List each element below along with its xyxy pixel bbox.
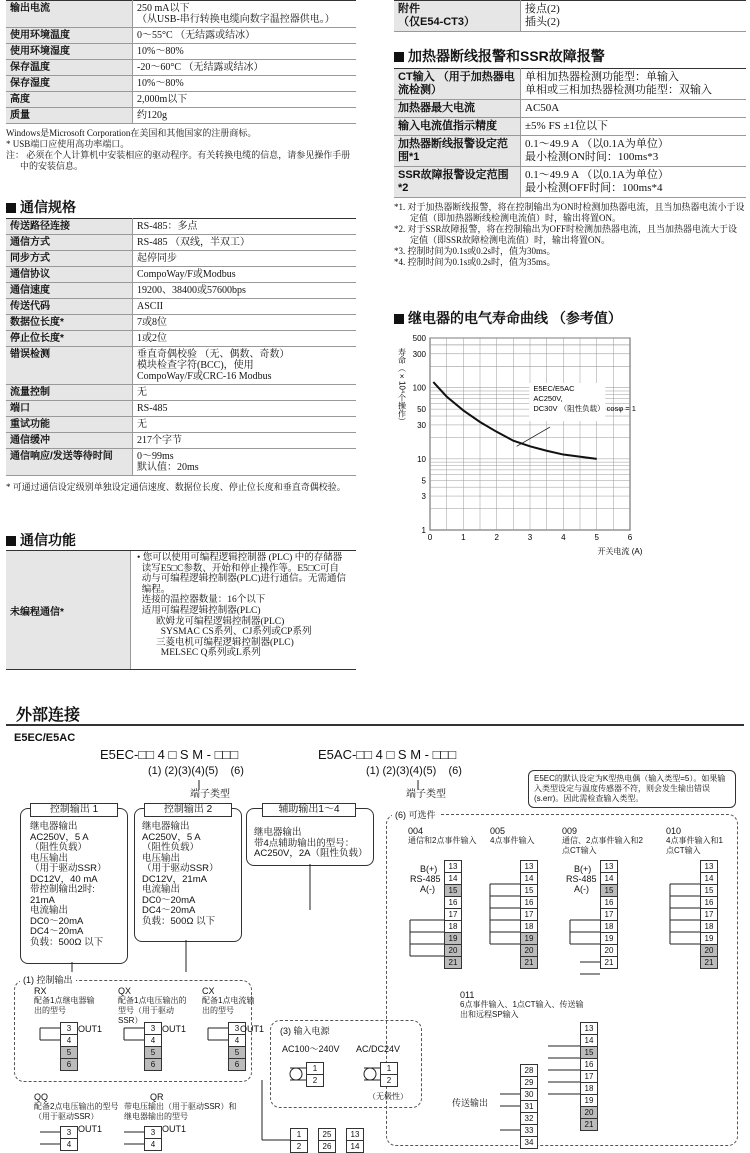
x-tick-label: 1: [461, 533, 466, 542]
comm-spec-heading: 通信规格: [6, 197, 76, 217]
spec-value: 7或8位: [133, 315, 357, 331]
y-axis-label: 寿命（×10⁴个操作）: [398, 347, 407, 425]
rx-code: RX: [34, 986, 47, 996]
terminal-3: 3: [228, 1022, 246, 1035]
terminal-13: 13: [520, 860, 538, 873]
heater-note: *3. 控制时间为0.1s或0.2s时，值为30ms。: [394, 246, 746, 257]
opt-009-aminus: A(-): [574, 884, 589, 894]
x-tick-label: 2: [494, 533, 499, 542]
y-tick-label: 5: [422, 476, 427, 485]
spec-key: 输出电流: [6, 1, 133, 28]
ctrl-out-title: (1) 控制输出: [20, 975, 76, 985]
qx-out1: OUT1: [162, 1024, 186, 1034]
spec-key: 重试功能: [6, 417, 133, 433]
heater-note: *1. 对于加热器断线报警，将在控制输出为ON时检测加热器电流，且当加热器电流小于设定值（即加热器断线检测电流值）时，输出将置ON。: [394, 202, 746, 224]
terminal-14: 14: [600, 872, 618, 885]
spec-value: ASCII: [133, 299, 357, 315]
terminal-1: 1: [290, 1128, 308, 1141]
terminal-33: 33: [520, 1124, 538, 1137]
terminal-15: 15: [600, 884, 618, 897]
model-nums-b: (1) (2)(3)(4)(5) (6): [366, 766, 462, 776]
terminal-4: 4: [144, 1034, 162, 1047]
qq-out1: OUT1: [78, 1124, 102, 1134]
opt-009-rs485: RS-485: [566, 874, 597, 884]
opt-010-desc: 4点事件输入和1点CT输入: [666, 836, 726, 856]
x-tick-label: 4: [561, 533, 566, 542]
qr-out1: OUT1: [162, 1124, 186, 1134]
terminal-16: 16: [520, 896, 538, 909]
terminal-4: 4: [228, 1034, 246, 1047]
spec-line: DC12V，21mA: [142, 875, 219, 886]
opt-011-code: 011: [460, 990, 474, 1000]
terminal-16: 16: [444, 896, 462, 909]
spec-key: 传送代码: [6, 299, 133, 315]
x-tick-label: 0: [428, 533, 433, 542]
terminal-14: 14: [444, 872, 462, 885]
spec-value: 0～55°C （无结露或结冰）: [133, 28, 357, 44]
terminal-26: 26: [318, 1140, 336, 1153]
spec-line: DC0～20mA: [30, 917, 107, 928]
opt-009-bplus: B(+): [574, 864, 591, 874]
terminal-32: 32: [520, 1112, 538, 1125]
terminal-13: 13: [346, 1128, 364, 1141]
terminal-14: 14: [580, 1034, 598, 1047]
model-nums-a: (1) (2)(3)(4)(5) (6): [148, 766, 244, 776]
cx-code: CX: [202, 986, 215, 996]
annotation-text: E5EC/E5AC: [533, 384, 575, 393]
terminal-17: 17: [444, 908, 462, 921]
spec-value: ±5% FS ±1位以下: [521, 118, 747, 136]
terminal-19: 19: [580, 1094, 598, 1107]
spec-key: 质量: [6, 108, 133, 124]
terminal-5: 5: [60, 1046, 78, 1059]
opt-004-rs485: RS-485: [410, 874, 441, 884]
driver-note: 注： 必须在个人计算机中安装相应的驱动程序。有关转换电缆的信息，请参见操作手册中的安装信息。: [6, 150, 356, 172]
y-tick-label: 300: [413, 350, 427, 359]
cx-out1: OUT1: [240, 1024, 264, 1034]
terminal-18: 18: [580, 1082, 598, 1095]
annotation-text: AC250V,: [533, 394, 562, 403]
spec-line: AC250V，5 A: [30, 833, 107, 844]
comm-func-line: 动与可编程逻辑控制器(PLC)进行通信。无需通信: [137, 574, 346, 585]
spec-value: 10%～80%: [133, 76, 357, 92]
opt-004-code: 004: [408, 826, 423, 836]
spec-value: 起停同步: [133, 251, 357, 267]
terminal-5: 5: [144, 1046, 162, 1059]
comm-func-line: SYSMAC CS系列、CJ系列或CP系列: [137, 627, 346, 638]
spec-value: 无: [133, 385, 357, 401]
terminal-15: 15: [700, 884, 718, 897]
terminal-21: 21: [580, 1118, 598, 1131]
life-curve-heading: 继电器的电气寿命曲线 （参考值）: [394, 308, 622, 328]
spec-value: 217个字节: [133, 433, 357, 449]
comm-func-line: 欧姆龙可编程逻辑控制器(PLC): [137, 617, 346, 628]
spec-line: 21mA: [30, 896, 107, 907]
k-type-note: E5EC的默认设定为K型热电偶（输入类型=5）。如果输入类型设定与温度传感器不符，则会发生输出错误(s.err)。因此需检查输入类型。: [528, 770, 736, 808]
terminal-15: 15: [580, 1046, 598, 1059]
spec-key: 附件 （仅E54-CT3）: [394, 1, 521, 32]
spec-value: 约120g: [133, 108, 357, 124]
terminal-15: 15: [444, 884, 462, 897]
spec-key: 通信方式: [6, 235, 133, 251]
terminal-2: 2: [290, 1140, 308, 1153]
comm-func-line: • 您可以使用可编程逻辑控制器 (PLC) 中的存储器: [137, 553, 346, 564]
terminal-20: 20: [444, 944, 462, 957]
spec-line: 电压输出: [142, 854, 219, 865]
terminal-4: 4: [144, 1138, 162, 1151]
spec-line: DC4～20mA: [30, 927, 107, 938]
spec-value: 垂直奇偶校验 （无、偶数、奇数） 模块检查字符(BCC)，使用 CompoWay/F或CRC-16 Modbus: [133, 347, 357, 385]
spec-key: CT输入 （用于加热器电流检测）: [394, 69, 521, 100]
terminal-21: 21: [700, 956, 718, 969]
spec-line: 电压输出: [30, 854, 107, 865]
y-tick-label: 3: [422, 492, 427, 501]
spec-key: 通信速度: [6, 283, 133, 299]
dc-source-icon: [364, 1068, 376, 1080]
rx-out1: OUT1: [78, 1024, 102, 1034]
no-polarity: （无极性）: [368, 1092, 408, 1102]
y-tick-label: 50: [417, 405, 426, 414]
y-tick-label: 1: [422, 526, 427, 535]
ctrl-out1-title: 控制输出 1: [30, 803, 118, 817]
spec-line: （用于驱动SSR）: [142, 864, 219, 875]
terminal-type-a: 端子类型: [190, 790, 230, 800]
spec-key: 使用环境温度: [6, 28, 133, 44]
spec-line: （阻性负载）: [30, 843, 107, 854]
aux-out-title: 辅助输出1～4: [262, 803, 356, 817]
spec-line: 继电器输出: [254, 828, 368, 839]
model-code-a: E5EC-□□ 4 □ S M - □□□: [100, 750, 238, 760]
terminal-3: 3: [60, 1022, 78, 1035]
spec-key: 数据位长度*: [6, 315, 133, 331]
spec-key: SSR故障报警设定范围*2: [394, 167, 521, 198]
qq-desc: 配备2点电压输出的型号（用于驱动SSR）: [34, 1102, 134, 1122]
usb-note: * USB端口应使用高功率端口。: [6, 139, 356, 150]
x-tick-label: 6: [628, 533, 633, 542]
y-tick-label: 500: [413, 334, 427, 343]
spec-line: 带4点辅助输出的型号：: [254, 839, 368, 850]
spec-key: 加热器最大电流: [394, 100, 521, 118]
comm-func-line: 三菱电机可编程逻辑控制器(PLC): [137, 638, 346, 649]
heater-note: *2. 对于SSR故障报警，将在控制输出为OFF时检测加热器电流，且当加热器电流大于设定值（即SSR故障检测电流值）时，输出将置ON。: [394, 224, 746, 246]
y-tick-label: 10: [417, 455, 426, 464]
spec-key: 流量控制: [6, 385, 133, 401]
spec-line: 继电器输出: [142, 822, 219, 833]
spec-value: 2,000m以下: [133, 92, 357, 108]
terminal-18: 18: [520, 920, 538, 933]
terminal-4: 4: [60, 1138, 78, 1151]
comm-func-line: 连接的温控器数量：16个以下: [137, 595, 346, 606]
terminal-19: 19: [700, 932, 718, 945]
spec-line: 电流输出: [142, 885, 219, 896]
spec-value: RS-485: [133, 401, 357, 417]
spec-value: 19200、38400或57600bps: [133, 283, 357, 299]
spec-value: 无: [133, 417, 357, 433]
spec-value: RS-485 （双线，半双工）: [133, 235, 357, 251]
qr-desc: 带电压输出（用于驱动SSR）和继电器输出的型号: [124, 1102, 244, 1122]
spec-value: 250 mA以下 （从USB-串行转换电缆向数字温控器供电。）: [133, 1, 357, 28]
opt-004-bplus: B(+): [420, 864, 437, 874]
spec-key: 加热器断线报警设定范围*1: [394, 136, 521, 167]
ac-source-icon: [290, 1068, 302, 1080]
qx-code: QX: [118, 986, 131, 996]
heater-heading: 加热器断线报警和SSR故障报警: [394, 46, 605, 66]
ext-title: 外部连接: [16, 702, 80, 725]
spec-value: 10%～80%: [133, 44, 357, 60]
spec-value: 0～99ms 默认值：20ms: [133, 449, 357, 476]
spec-value: AC50A: [521, 100, 747, 118]
x-tick-label: 5: [594, 533, 599, 542]
spec-value: 单相加热器检测功能型：单输入 单相或三相加热器检测功能型：双输入: [521, 69, 747, 100]
terminal-19: 19: [600, 932, 618, 945]
opt-011-desc: 6点事件输入、1点CT输入、传送输出和远程SP输入: [460, 1000, 590, 1020]
terminal-3: 3: [144, 1022, 162, 1035]
terminal-20: 20: [520, 944, 538, 957]
spec-key: 高度: [6, 92, 133, 108]
power-title: (3) 输入电源: [280, 1026, 330, 1036]
ext-model-label: E5EC/E5AC: [14, 733, 75, 743]
cx-desc: 配备1点电流输出的型号: [202, 996, 262, 1016]
rx-desc: 配备1点继电器输出的型号: [34, 996, 100, 1016]
terminal-18: 18: [444, 920, 462, 933]
spec-key: 使用环境湿度: [6, 44, 133, 60]
terminal-28: 28: [520, 1064, 538, 1077]
terminal-17: 17: [520, 908, 538, 921]
spec-key: 通信缓冲: [6, 433, 133, 449]
comm-spec-note: * 可通过通信设定级别单独设定通信速度、数据位长度、停止位长度和垂直奇偶校验。: [6, 482, 356, 493]
terminal-18: 18: [600, 920, 618, 933]
power-ac: AC100～240V: [282, 1044, 340, 1054]
comm-func-line: 适用可编程逻辑控制器(PLC): [137, 606, 346, 617]
terminal-30: 30: [520, 1088, 538, 1101]
spec-key: 传送路径连接: [6, 219, 133, 235]
terminal-16: 16: [580, 1058, 598, 1071]
model-code-b: E5AC-□□ 4 □ S M - □□□: [318, 750, 456, 760]
terminal-34: 34: [520, 1136, 538, 1149]
qx-desc: 配备1点电压输出的型号（用于驱动SSR）: [118, 996, 194, 1026]
terminal-2: 2: [306, 1074, 324, 1087]
terminal-1: 1: [380, 1062, 398, 1075]
qq-code: QQ: [34, 1092, 48, 1102]
terminal-19: 19: [520, 932, 538, 945]
transfer-output-label: 传送输出: [452, 1098, 488, 1108]
options-title: (6) 可选件: [392, 810, 439, 820]
comm-func-line: 编程。: [137, 585, 346, 596]
opt-009-code: 009: [562, 826, 577, 836]
spec-line: 带控制输出2时:: [30, 885, 107, 896]
opt-004-aminus: A(-): [420, 884, 435, 894]
spec-key: 同步方式: [6, 251, 133, 267]
comm-func-line: MELSEC Q系列或L系列: [137, 648, 346, 659]
terminal-17: 17: [580, 1070, 598, 1083]
terminal-17: 17: [600, 908, 618, 921]
terminal-21: 21: [520, 956, 538, 969]
terminal-13: 13: [580, 1022, 598, 1035]
opt-010-code: 010: [666, 826, 681, 836]
spec-value: 1或2位: [133, 331, 357, 347]
terminal-17: 17: [700, 908, 718, 921]
power-dc: AC/DC24V: [356, 1044, 400, 1054]
opt-004-desc: 通信和2点事件输入: [408, 836, 476, 846]
terminal-20: 20: [600, 944, 618, 957]
comm-func-heading: 通信功能: [6, 530, 76, 550]
terminal-type-b: 端子类型: [406, 790, 446, 800]
comm-func-line: 读写E5□C参数、开始和停止操作等。E5□C可自: [137, 564, 346, 575]
spec-key: 输入电流值指示精度: [394, 118, 521, 136]
terminal-2: 2: [380, 1074, 398, 1087]
heater-note: *4. 控制时间为0.1s或0.2s时，值为35ms。: [394, 257, 746, 268]
terminal-13: 13: [600, 860, 618, 873]
terminal-4: 4: [60, 1034, 78, 1047]
annotation-text: DC30V （阻性负载） cosφ = 1: [533, 403, 636, 413]
spec-value: CompoWay/F或Modbus: [133, 267, 357, 283]
terminal-21: 21: [600, 956, 618, 969]
spec-line: DC4～20mA: [142, 906, 219, 917]
terminal-18: 18: [700, 920, 718, 933]
opt-009-desc: 通信、2点事件输入和2点CT输入: [562, 836, 644, 856]
terminal-13: 13: [700, 860, 718, 873]
terminal-6: 6: [144, 1058, 162, 1071]
terminal-6: 6: [228, 1058, 246, 1071]
spec-line: 负载：500Ω 以下: [142, 917, 219, 928]
terminal-14: 14: [700, 872, 718, 885]
spec-key: 端口: [6, 401, 133, 417]
ctrl-out2-title: 控制输出 2: [144, 803, 232, 817]
spec-key: 通信响应/发送等待时间: [6, 449, 133, 476]
terminal-14: 14: [346, 1140, 364, 1153]
terminal-20: 20: [700, 944, 718, 957]
spec-value: RS-485：多点: [133, 219, 357, 235]
terminal-31: 31: [520, 1100, 538, 1113]
spec-line: 继电器输出: [30, 822, 107, 833]
trademark-note: Windows是Microsoft Corporation在美国和其他国家的注册商标。: [6, 128, 356, 139]
terminal-20: 20: [580, 1106, 598, 1119]
comm-func-key: 未编程通信*: [6, 551, 131, 669]
spec-key: 保存湿度: [6, 76, 133, 92]
spec-value: 0.1～49.9 A （以0.1A为单位） 最小检测OFF时间：100ms*4: [521, 167, 747, 198]
spec-line: AC250V，5 A: [142, 833, 219, 844]
terminal-15: 15: [520, 884, 538, 897]
spec-line: AC250V，2A（阻性负载）: [254, 849, 368, 860]
y-tick-label: 100: [413, 384, 427, 393]
spec-line: DC0～20mA: [142, 896, 219, 907]
terminal-29: 29: [520, 1076, 538, 1089]
spec-key: 通信协议: [6, 267, 133, 283]
terminal-3: 3: [144, 1126, 162, 1139]
spec-key: 错误检测: [6, 347, 133, 385]
spec-line: DC12V，40 mA: [30, 875, 107, 886]
terminal-6: 6: [60, 1058, 78, 1071]
terminal-13: 13: [444, 860, 462, 873]
terminal-16: 16: [700, 896, 718, 909]
y-tick-label: 30: [417, 421, 426, 430]
terminal-5: 5: [228, 1046, 246, 1059]
spec-value: 接点(2) 插头(2): [521, 1, 747, 32]
spec-key: 保存温度: [6, 60, 133, 76]
spec-line: （用于驱动SSR）: [30, 864, 107, 875]
terminal-14: 14: [520, 872, 538, 885]
spec-value: 0.1～49.9 A （以0.1A为单位） 最小检测ON时间：100ms*3: [521, 136, 747, 167]
x-tick-label: 3: [528, 533, 533, 542]
opt-005-code: 005: [490, 826, 505, 836]
terminal-25: 25: [318, 1128, 336, 1141]
qr-code: QR: [150, 1092, 164, 1102]
opt-005-desc: 4点事件输入: [490, 836, 534, 846]
terminal-21: 21: [444, 956, 462, 969]
spec-line: 电流输出: [30, 906, 107, 917]
x-axis-label: 开关电流 (A): [598, 546, 643, 556]
spec-key: 停止位长度*: [6, 331, 133, 347]
terminal-1: 1: [306, 1062, 324, 1075]
spec-line: 负载：500Ω 以下: [30, 938, 107, 949]
terminal-3: 3: [60, 1126, 78, 1139]
spec-value: -20～60°C （无结露或结冰）: [133, 60, 357, 76]
spec-line: （阻性负载）: [142, 843, 219, 854]
terminal-16: 16: [600, 896, 618, 909]
terminal-19: 19: [444, 932, 462, 945]
